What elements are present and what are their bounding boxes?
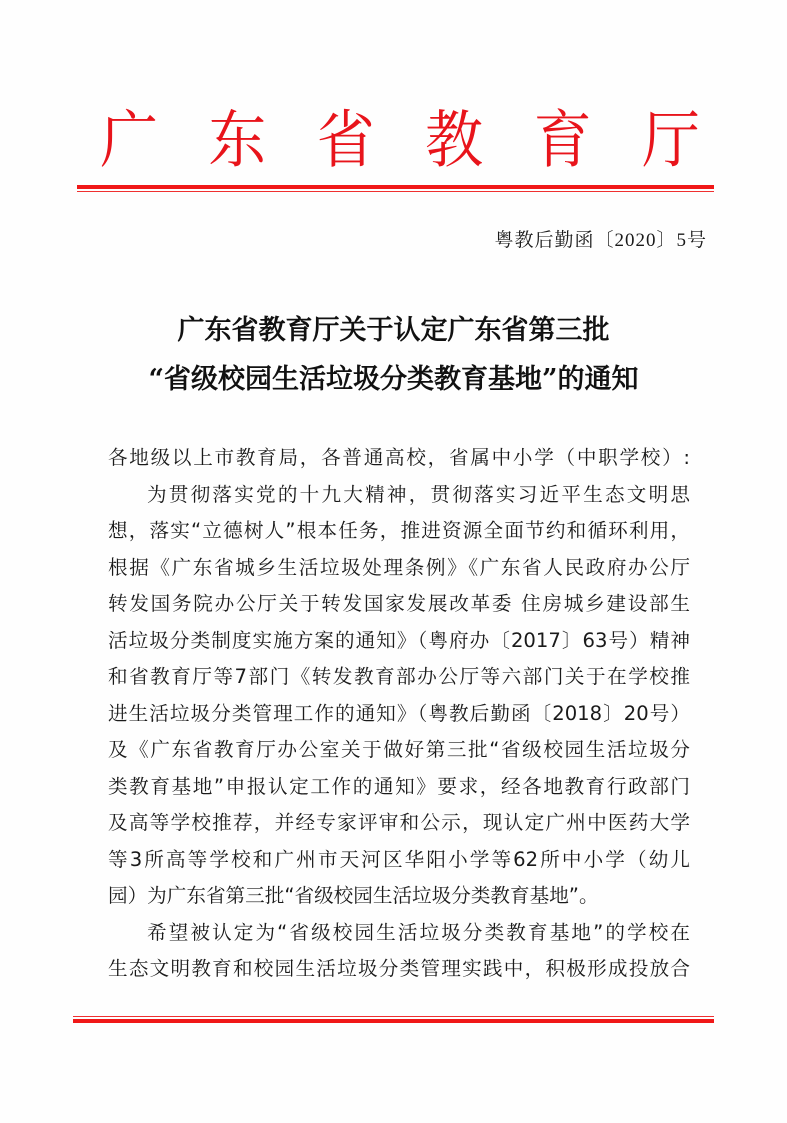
body-line: 活垃圾分类制度实施方案的通知》（粤府办〔2017〕63号）精神	[108, 628, 690, 652]
document-title-line-1: 广东省教育厅关于认定广东省第三批	[177, 315, 610, 346]
masthead-char: 厅	[641, 103, 700, 177]
masthead-title	[100, 100, 700, 180]
masthead-char: 教	[425, 103, 484, 177]
document-body	[108, 440, 690, 988]
footer-rule-thin	[73, 1016, 714, 1017]
salutation-line: 各地级以上市教育局，各普通高校，省属中小学（中职学校）:	[108, 446, 690, 469]
masthead-char: 广	[100, 103, 159, 177]
body-line: 类教育基地”申报认定工作的通知》要求，经各地教育行政部门	[108, 774, 690, 798]
body-line: 和省教育厅等7部门《转发教育部办公厅等六部门关于在学校推	[108, 665, 690, 688]
body-line: 等3所高等学校和广州市天河区华阳小学等62所中小学（幼儿	[108, 847, 690, 871]
body-line: 及高等学校推荐，并经专家评审和公示，现认定广州中医药大学	[108, 811, 690, 834]
body-line: 为贯彻落实党的十九大精神，贯彻落实习近平生态文明思	[147, 482, 690, 506]
document-title-line-2: “省级校园生活垃圾分类教育基地”的通知	[148, 364, 639, 395]
body-line: 根据《广东省城乡生活垃圾处理条例》《广东省人民政府办公厅	[108, 555, 690, 579]
document-number: 粤教后勤函〔2020〕5号	[494, 230, 707, 251]
body-line: 园）为广东省第三批“省级校园生活垃圾分类教育基地”。	[108, 884, 599, 907]
masthead-char: 东	[208, 103, 267, 177]
masthead-char: 育	[533, 103, 592, 177]
footer-rule-thick	[73, 1019, 714, 1023]
body-line: 想，落实“立德树人”根本任务，推进资源全面节约和循环利用，	[108, 519, 690, 542]
body-line: 进生活垃圾分类管理工作的通知》（粤教后勤函〔2018〕20号）	[108, 701, 690, 725]
body-line: 及《广东省教育厅办公室关于做好第三批“省级校园生活垃圾分	[108, 738, 690, 761]
header-rule-thick	[77, 185, 714, 189]
body-line: 转发国务院办公厅关于转发国家发展改革委 住房城乡建设部生	[108, 592, 690, 615]
body-line: 希望被认定为“省级校园生活垃圾分类教育基地”的学校在	[147, 920, 690, 944]
header-rule-thin	[77, 191, 714, 192]
masthead-char: 省	[316, 103, 375, 177]
body-line: 生态文明教育和校园生活垃圾分类管理实践中，积极形成投放合	[108, 957, 690, 980]
